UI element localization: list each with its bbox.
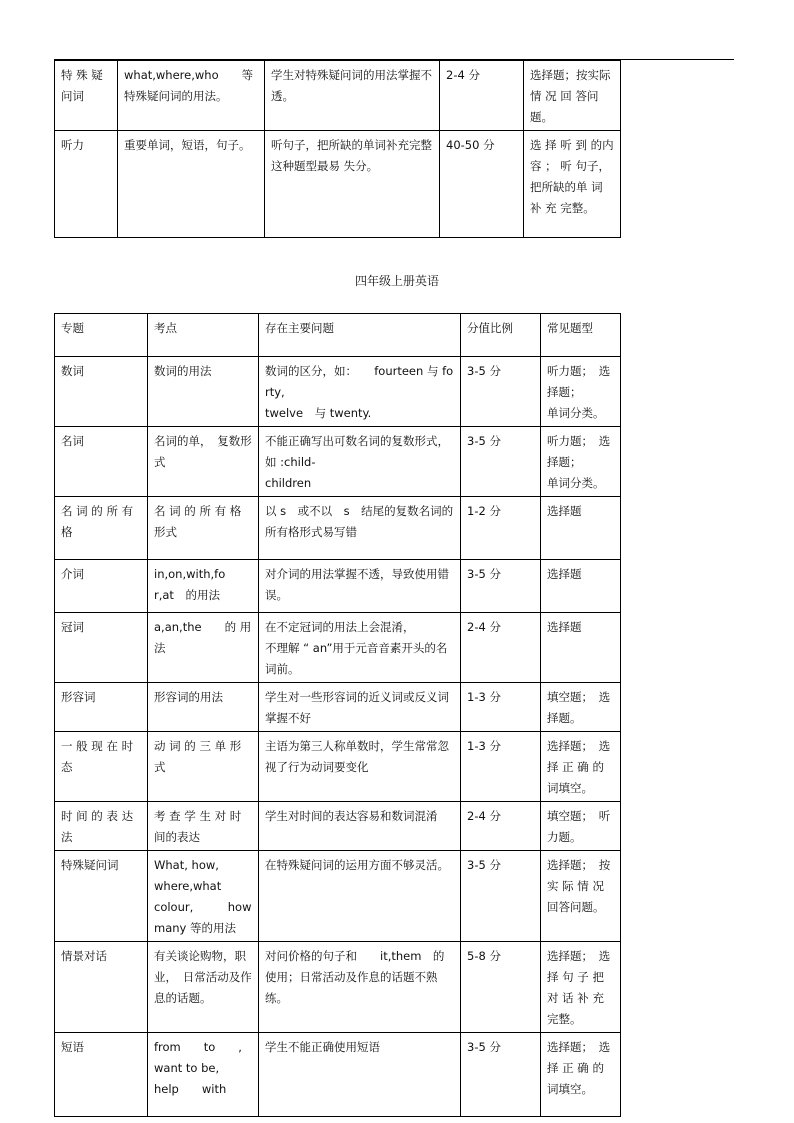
table-row [55,61,621,131]
table-cell: 选择题 [541,560,621,613]
table-cell: what,where,who 等特殊疑问词的用法。 [118,61,265,131]
table-row [55,851,621,942]
table-cell: a,an,the 的 用法 [148,613,259,683]
table-cell: 动 词 的 三 单 形式 [148,732,259,802]
table-cell: 填空题； 选择题。 [541,683,621,732]
table-cell: 以 s 或不以 s 结尾的复数名词的所有格形式易写错 [259,497,461,560]
table-row [55,131,621,238]
table-cell: 3-5 分 [461,560,541,613]
table-cell: 2-4 分 [461,613,541,683]
table-cell: 名词的单， 复数形式 [148,427,259,497]
table-cell: 学生不能正确使用短语 [259,1033,461,1117]
table-cell: 选择题；按实际 情 况 回 答问题。 [524,61,621,131]
table-cell: 名 词 的 所 有格 [55,497,148,560]
table-cell: 听力 [55,131,118,238]
table-cell: 3-5 分 [461,427,541,497]
column-header: 考点 [148,314,259,357]
table-cell: 1-2 分 [461,497,541,560]
table-cell: 选 择 听 到 的内 容 ； 听 句子，把所缺的单 词 补 充 完整。 [524,131,621,238]
table-cell: 主语为第三人称单数时，学生常常忽视了行为动词要变化 [259,732,461,802]
table-cell: 形容词 [55,683,148,732]
table-cell: 形容词的用法 [148,683,259,732]
table-cell: 3-5 分 [461,851,541,942]
table-cell: 数词的区分，如： fourteen 与 forty, twelve 与 twenty. [259,357,461,427]
table-cell: 2-4 分 [461,802,541,851]
column-header: 分值比例 [461,314,541,357]
table-cell: 对介词的用法掌握不透，导致使用错误。 [259,560,461,613]
table-cell: What, how, where,what colour, how many 等的用法 [148,851,259,942]
top-table-continuation [54,60,621,238]
table-cell: 学生对一些形容词的近义词或反义词掌握不好 [259,683,461,732]
table-cell: 填空题； 听力题。 [541,802,621,851]
table-cell: 数词 [55,357,148,427]
table-row [55,732,621,802]
table-cell: 在特殊疑问词的运用方面不够灵活。 [259,851,461,942]
table-row [55,357,621,427]
table-cell: 时 间 的 表 达法 [55,802,148,851]
table-cell: 3-5 分 [461,1033,541,1117]
table-cell: 听句子，把所缺的单词补充完整这种题型最易 失分。 [265,131,440,238]
table-row [55,613,621,683]
table-cell: 情景对话 [55,942,148,1033]
column-header: 存在主要问题 [259,314,461,357]
table-cell: 介词 [55,560,148,613]
table-row [55,942,621,1033]
column-header: 常见题型 [541,314,621,357]
table-cell: 考 查 学 生 对 时间的表达 [148,802,259,851]
table-cell: 选择题 [541,497,621,560]
table-cell: 5-8 分 [461,942,541,1033]
table-row [55,427,621,497]
table-row [55,560,621,613]
table-cell: 选择题； 按 实 际 情 况回答问题。 [541,851,621,942]
table-cell: 听力题； 选择题； 单词分类。 [541,427,621,497]
table-cell: 冠词 [55,613,148,683]
table-cell: 重要单词，短语，句子。 [118,131,265,238]
table-cell: 学生对特殊疑问词的用法掌握不透。 [265,61,440,131]
table-cell: 在不定冠词的用法上会混淆， 不理解 “ an”用于元音音素开头的名词前。 [259,613,461,683]
table-cell: 学生对时间的表达容易和数词混淆 [259,802,461,851]
table-cell: 数词的用法 [148,357,259,427]
table-cell: 选择题； 选 择 正 确 的词填空。 [541,1033,621,1117]
table-cell: 选择题； 选 择 正 确 的词填空。 [541,732,621,802]
table-cell: 名 词 的 所 有 格形式 [148,497,259,560]
table-cell: 短语 [55,1033,148,1117]
table-cell: 对问价格的句子和 it,them 的使用；日常活动及作息的话题不熟练。 [259,942,461,1033]
table-cell: 不能正确写出可数名词的复数形式，如 :child- children [259,427,461,497]
table-cell: 听力题； 选择题； 单词分类。 [541,357,621,427]
table-header-row [55,314,621,357]
table-cell: 2-4 分 [440,61,524,131]
table-cell: 选择题 [541,613,621,683]
table-cell: 选择题； 选 择 句 子 把对 话 补 充完整。 [541,942,621,1033]
table-cell: 有关谈论购物，职业， 日常活动及作息的话题。 [148,942,259,1033]
table-cell: 一 般 现 在 时态 [55,732,148,802]
table-cell: 特殊疑问词 [55,851,148,942]
table-cell: 特 殊 疑 问词 [55,61,118,131]
column-header: 专题 [55,314,148,357]
table-cell: 1-3 分 [461,683,541,732]
table-row [55,683,621,732]
table-row [55,802,621,851]
table-cell: in,on,with,fo r,at 的用法 [148,560,259,613]
section-title: 四年级上册英语 [354,274,439,288]
table-cell: 1-3 分 [461,732,541,802]
table-cell: 名词 [55,427,148,497]
table-row [55,1033,621,1117]
table-cell: 40-50 分 [440,131,524,238]
table-row [55,497,621,560]
grade4-english-table [54,313,621,1117]
table-cell: 3-5 分 [461,357,541,427]
table-cell: from to , want to be, help with [148,1033,259,1117]
